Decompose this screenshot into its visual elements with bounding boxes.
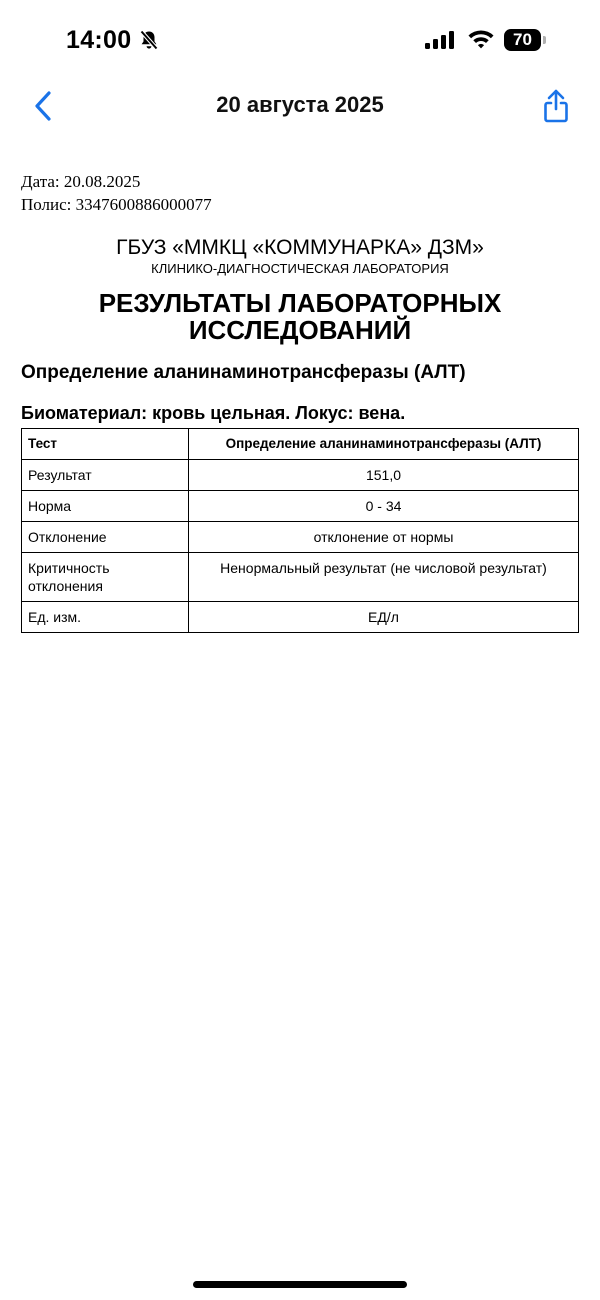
battery-tip — [543, 36, 546, 44]
bell-muted-icon — [138, 29, 160, 56]
row-label: Результат — [22, 460, 189, 491]
navigation-bar — [0, 80, 600, 132]
document-title-line1: РЕЗУЛЬТАТЫ ЛАБОРАТОРНЫХ — [98, 288, 502, 318]
document-title-line2: ИССЛЕДОВАНИЙ — [188, 315, 412, 345]
table-header-value: Определение аланинаминотрансферазы (АЛТ) — [189, 429, 579, 460]
row-label: Критичность отклонения — [22, 553, 189, 602]
row-value: ЕД/л — [189, 602, 579, 633]
table-row — [22, 602, 579, 633]
biomaterial-info: Биоматериал: кровь цельная. Локус: вена. — [21, 403, 406, 423]
table-row — [22, 553, 579, 602]
row-label: Ед. изм. — [22, 602, 189, 633]
document-title — [21, 290, 579, 344]
row-value: 0 - 34 — [189, 491, 579, 522]
table-header-label: Тест — [22, 429, 189, 460]
row-value: отклонение от нормы — [189, 522, 579, 553]
share-icon — [540, 88, 572, 124]
status-bar — [0, 0, 600, 80]
cellular-signal-icon — [424, 30, 456, 55]
row-value: Ненормальный результат (не числовой результат) — [189, 553, 579, 602]
row-label: Отклонение — [22, 522, 189, 553]
row-label: Норма — [22, 491, 189, 522]
organization-name: ГБУЗ «ММКЦ «КОММУНАРКА» ДЗМ» — [116, 236, 484, 259]
document-date: Дата: 20.08.2025 — [21, 172, 141, 191]
share-button[interactable] — [540, 88, 572, 124]
wifi-icon — [467, 28, 495, 55]
table-row — [22, 522, 579, 553]
status-time: 14:00 — [66, 26, 132, 54]
analysis-name: Определение аланинаминотрансферазы (АЛТ) — [21, 362, 466, 383]
battery-icon: 70 — [504, 29, 541, 51]
table-row — [22, 460, 579, 491]
table-row — [22, 491, 579, 522]
laboratory-name: КЛИНИКО-ДИАГНОСТИЧЕСКАЯ ЛАБОРАТОРИЯ — [151, 261, 449, 276]
page-title: 20 августа 2025 — [216, 92, 384, 117]
lab-document — [21, 170, 579, 633]
document-policy: Полис: 3347600886000077 — [21, 195, 212, 214]
table-header-row — [22, 429, 579, 460]
row-value: 151,0 — [189, 460, 579, 491]
results-table — [21, 428, 579, 633]
home-indicator[interactable] — [193, 1281, 407, 1288]
